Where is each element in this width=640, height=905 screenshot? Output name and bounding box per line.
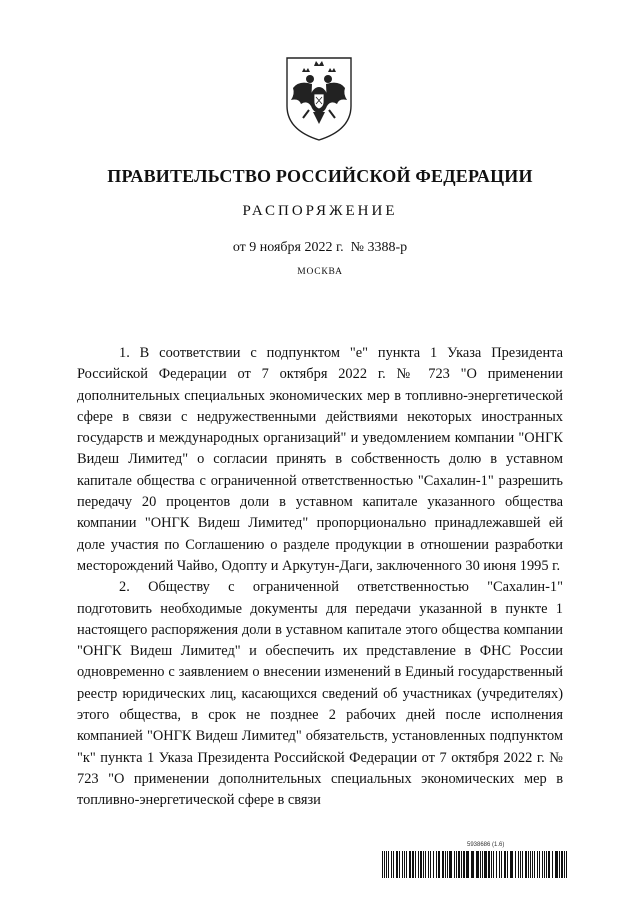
barcode-icon <box>382 851 570 878</box>
document-date-number: от 9 ноября 2022 г. № 3388-р <box>232 240 408 255</box>
coat-of-arms-icon <box>281 54 357 144</box>
document-serial: 5938686 (1.6) <box>467 842 505 848</box>
paragraph-2: 2. Обществу с ограниченной ответственностью "Сахалин-1" подготовить необходимые документы для передачи указанной в пункте 1 настоящего распоряжения доли в уставном капитале этого общества компании "ОНГК Видеш Лимитед" и обеспечить их представление в ФНС России одновременно с заявлением о внесении изменений в Единый государственный реестр юридических лиц, касающихся сведений об участниках (учредителях) этого общества, в срок не позднее 2 рабочих дней после исполнения компанией "ОНГК Видеш Лимитед" обязательств, установленных подпунктом "к" пункта 1 Указа Президента Российской Федерации от 7 октября 2022 г. № 723 "О применении дополнительных специальных экономических мер в топливно-энергетической сфере в связи <box>77 579 563 809</box>
document-body <box>77 343 563 812</box>
paragraph-1: 1. В соответствии с подпунктом "е" пункта 1 Указа Президента Российской Федерации от 7 октября 2022 г. № 723 "О применении дополнительных специальных экономических мер в топливно-энергетической сфере в связи с недружественными действиями некоторых иностранных государств и международных организаций" и уведомлением компании "ОНГК Видеш Лимитед" о согласии принять в собственность долю в уставном капитале общества с ограниченной ответственностью "Сахалин-1" разрешить передачу 20 процентов доли в уставном капитале указанного общества компании "ОНГК Видеш Лимитед" пропорционально принадлежавшей ей доле участия по Соглашению о разделе продукции в отношении разработки месторождений Чайво, Одопту и Аркутун-Даги, заключенного 30 июня 1995 г. <box>77 345 563 574</box>
government-title: ПРАВИТЕЛЬСТВО РОССИЙСКОЙ ФЕДЕРАЦИИ <box>107 166 533 186</box>
document-city: МОСКВА <box>297 267 343 277</box>
document-type: РАСПОРЯЖЕНИЕ <box>242 203 398 219</box>
